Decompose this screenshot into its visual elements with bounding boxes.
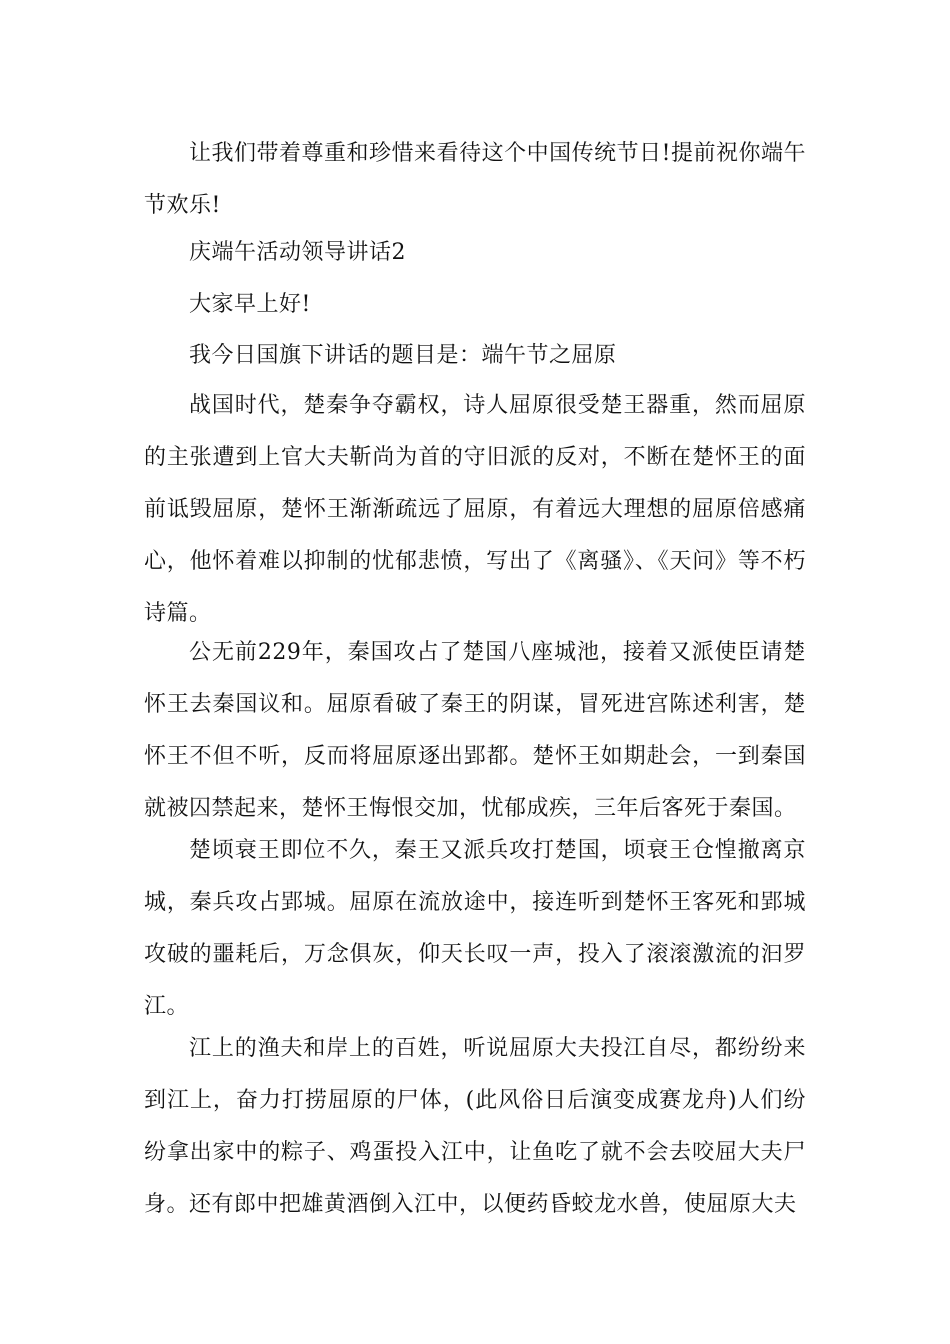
paragraph-greeting: 大家早上好! <box>189 292 311 317</box>
paragraph-warring-states: 战国时代，楚秦争夺霸权，诗人屈原很受楚王器重，然而屈原的主张遭到上官大夫靳尚为首的守旧派的反对，不断在楚怀王的面前诋毁屈原，楚怀王渐渐疏远了屈原，有着远大理想的屈原倍感痛心，他怀着难以抑制的忧郁悲愤，写出了《离骚》、《天问》等不朽诗篇。 <box>144 393 806 626</box>
section-heading: 庆端午活动领导讲话2 <box>189 240 406 265</box>
paragraph-rescue: 江上的渔夫和岸上的百姓，听说屈原大夫投江自尽，都纷纷来到江上，奋力打捞屈原的尸体，(此风俗日后演变成赛龙舟)人们纷纷拿出家中的粽子、鸡蛋投入江中，让鱼吃了就不会去咬屈大夫尸身。还有郎中把雄黄酒倒入江中，以便药昏蛟龙水兽，使屈原大夫 <box>144 1036 806 1217</box>
paragraph-exile: 楚顷衰王即位不久，秦王又派兵攻打楚国，顷衰王仓惶撤离京城，秦兵攻占郢城。屈原在流放途中，接连听到楚怀王客死和郢城攻破的噩耗后，万念俱灰，仰天长叹一声，投入了滚滚激流的汩罗江。 <box>144 838 806 1019</box>
paragraph-closing-wish: 让我们带着尊重和珍惜来看待这个中国传统节日!提前祝你端午节欢乐! <box>144 141 806 218</box>
paragraph-topic: 我今日国旗下讲话的题目是：端午节之屈原 <box>189 343 617 368</box>
paragraph-qin-attack: 公无前229年，秦国攻占了楚国八座城池，接着又派使臣请楚怀王去秦国议和。屈原看破了秦王的阴谋，冒死进宫陈述利害，楚怀王不但不听，反而将屈原逐出郢都。楚怀王如期赴会，一到秦国就被囚禁起来，楚怀王悔恨交加，忧郁成疾，三年后客死于秦国。 <box>144 640 806 821</box>
